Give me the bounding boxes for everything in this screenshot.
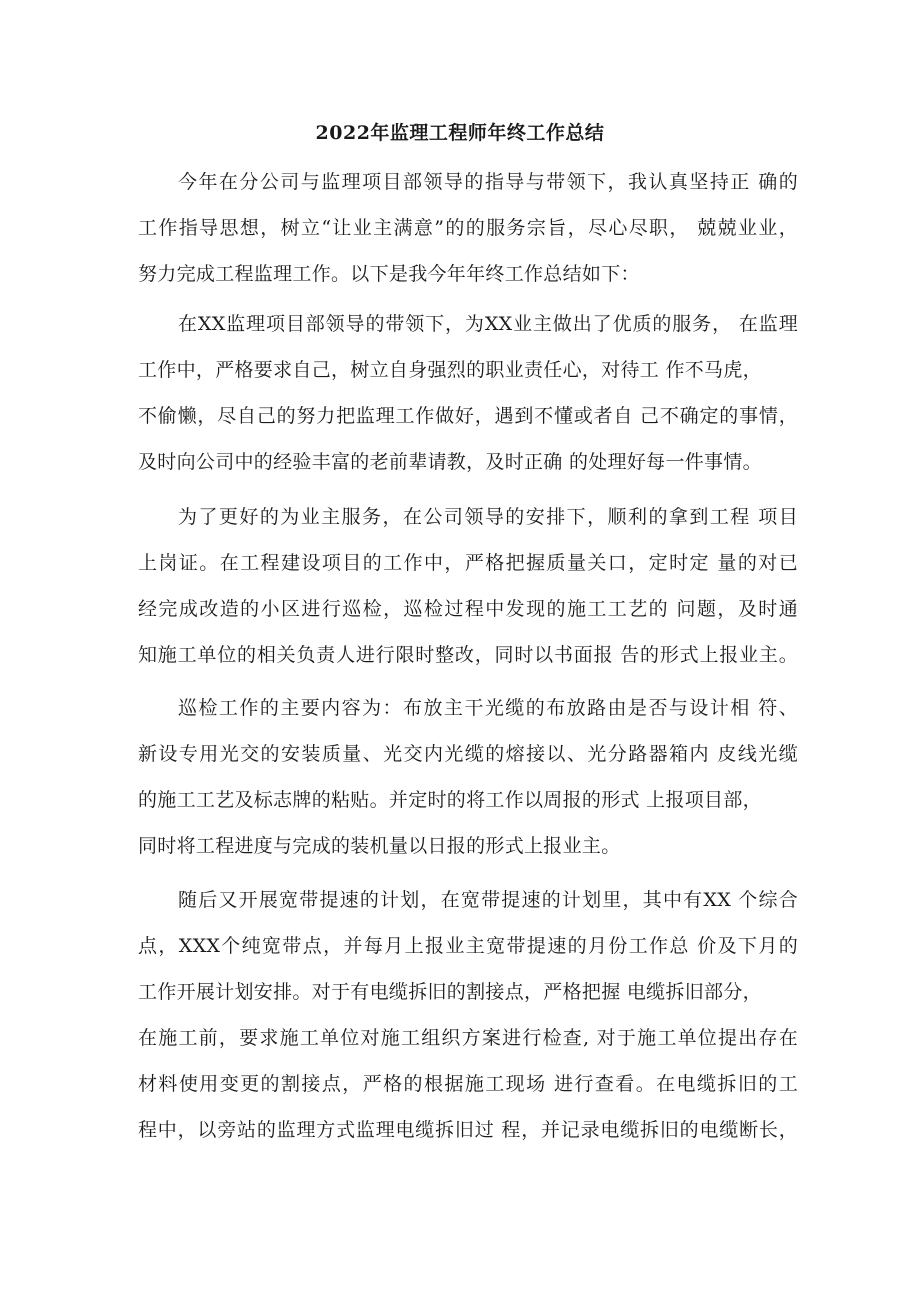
text-line: 知施工单位的相关负责人进行限时整改，同时以书面报 告的形式上报业主。 <box>138 644 798 666</box>
text-line: 在XX监理项目部领导的带领下，为XX业主做出了优质的服务， 在监理 <box>178 313 798 335</box>
text-line: 点，XXX个纯宽带点，并每月上报业主宽带提速的月份工作总 价及下月的 <box>138 935 798 957</box>
text-line: 同时将工程进度与完成的装机量以日报的形式上报业主。 <box>138 835 621 857</box>
text-line: 的施工工艺及标志牌的粘贴。并定时的将工作以周报的形式 上报项目部， <box>138 789 762 811</box>
text-line: 程中，以旁站的监理方式监理电缆拆旧过 程，并记录电缆拆旧的电缆断长， <box>138 1119 798 1141</box>
text-line: 材料使用变更的割接点，严格的根据施工现场 进行查看。在电缆拆旧的工 <box>138 1073 798 1095</box>
text-line: 在施工前，要求施工单位对施工组织方案进行检查, 对于施工单位提出存在 <box>138 1027 798 1049</box>
text-line: 工作开展计划安排。对于有电缆拆旧的割接点，严格把握 电缆拆旧部分， <box>138 981 762 1003</box>
text-line: 经完成改造的小区进行巡检，巡检过程中发现的施工工艺的 问题，及时通 <box>138 598 798 620</box>
text-line: 上岗证。在工程建设项目的工作中，严格把握质量关口，定时定 量的对已 <box>138 552 798 574</box>
text-line: 今年在分公司与监理项目部领导的指导与带领下，我认真坚持正 确的 <box>178 171 798 193</box>
text-line: 为了更好的为业主服务，在公司领导的安排下，顺利的拿到工程 项目 <box>178 506 798 528</box>
text-line: 工作中，严格要求自己，树立自身强烈的职业责任心，对待工 作不马虎， <box>138 359 762 381</box>
text-line: 工作指导思想，树立“让业主满意”的的服务宗旨，尽心尽职， 兢兢业业， <box>138 217 798 239</box>
text-line: 不偷懒，尽自己的努力把监理工作做好，遇到不懂或者自 己不确定的事情， <box>138 405 798 427</box>
text-line: 努力完成工程监理工作。以下是我今年年终工作总结如下： <box>138 263 640 285</box>
text-line: 新设专用光交的安装质量、光交内光缆的熔接以、光分路器箱内 皮线光缆 <box>138 743 798 765</box>
text-line: 随后又开展宽带提速的计划，在宽带提速的计划里，其中有XX 个综合 <box>178 889 798 911</box>
text-line: 巡检工作的主要内容为：布放主干光缆的布放路由是否与设计相 符、 <box>178 697 798 719</box>
document-title: 2022年监理工程师年终工作总结 <box>315 122 605 144</box>
text-line: 及时向公司中的经验丰富的老前辈请教，及时正确 的处理好每一件事情。 <box>138 451 762 473</box>
